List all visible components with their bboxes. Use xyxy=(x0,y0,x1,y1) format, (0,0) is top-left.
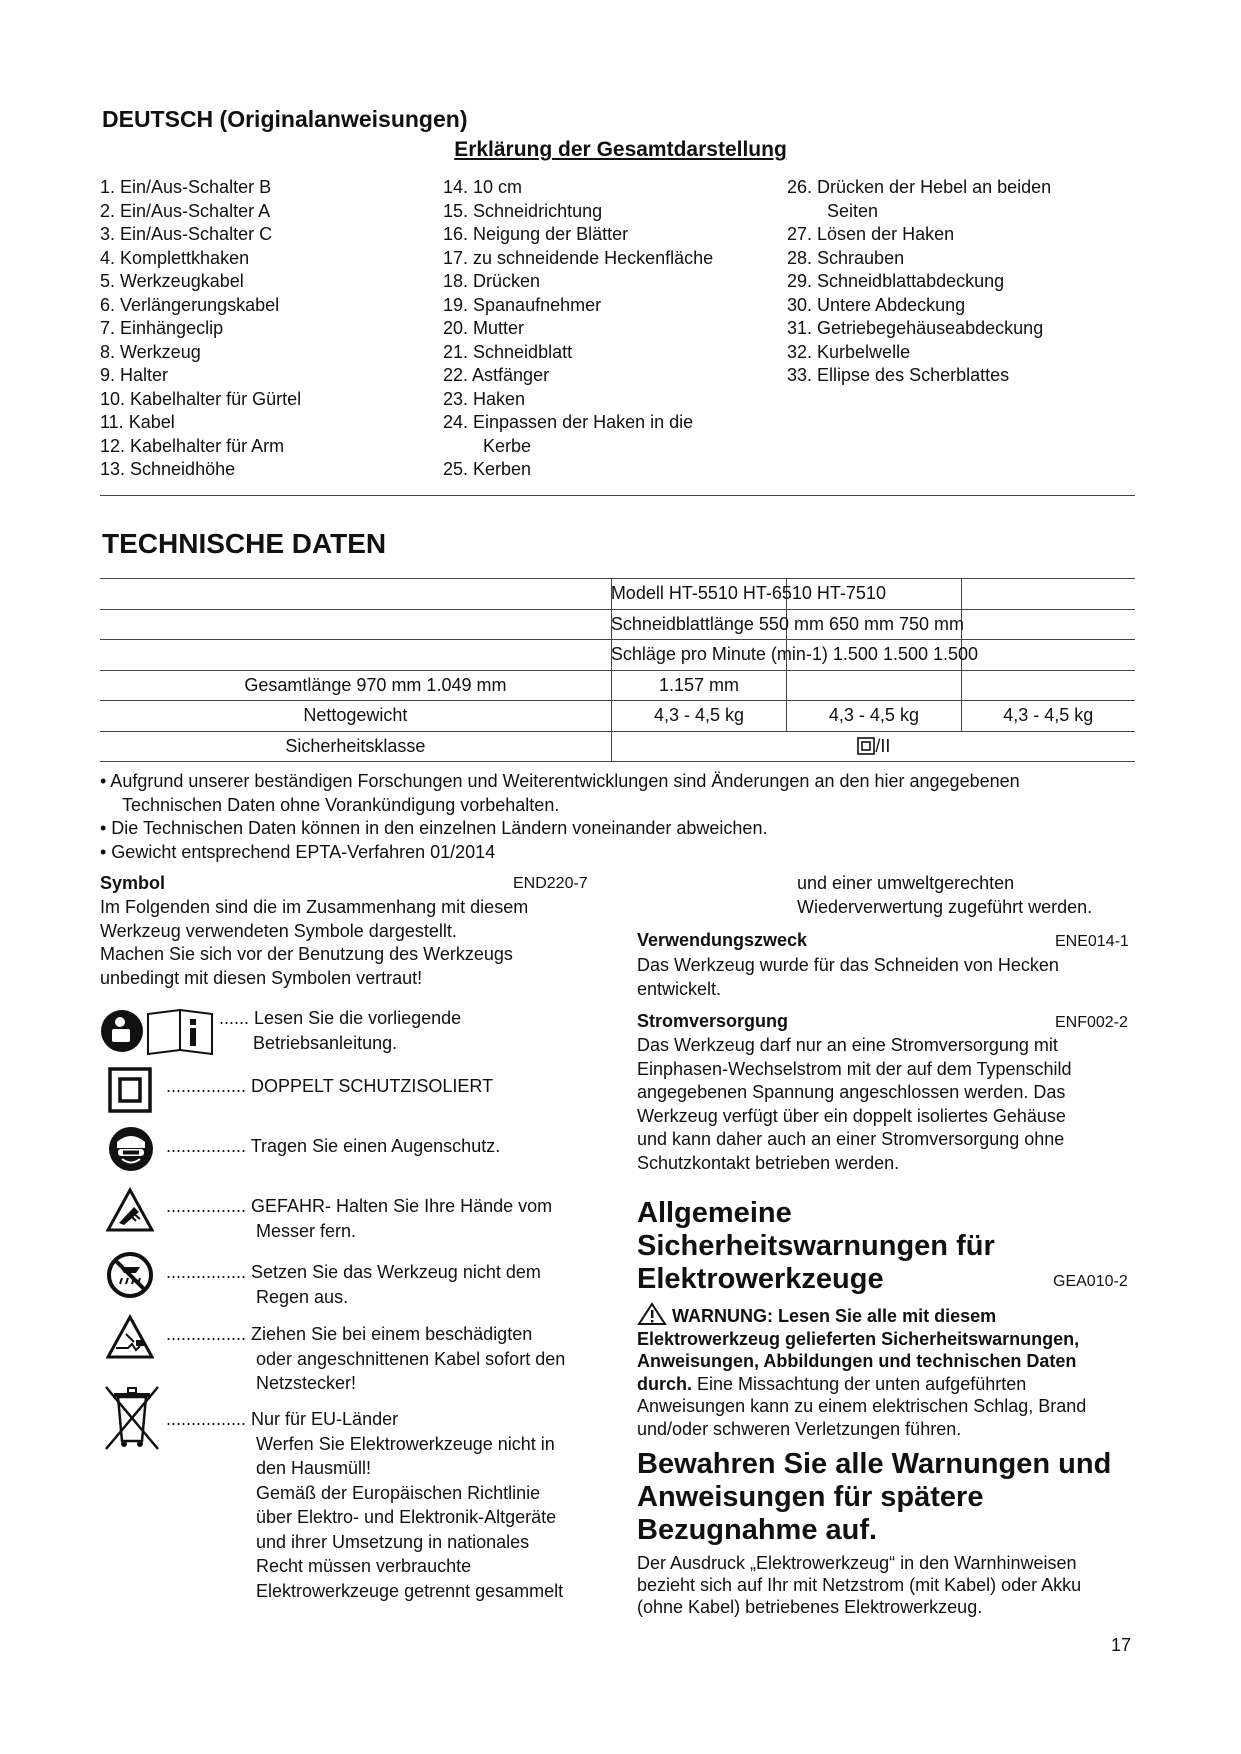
legend-column-2 xyxy=(443,176,713,482)
symbol-text: ...... Lesen Sie die vorliegende Betriebsanleitung. xyxy=(219,1008,462,1053)
table-row xyxy=(100,609,1135,640)
use-text: Das Werkzeug wurde für das Schneiden von Hecken entwickelt. xyxy=(637,955,1059,999)
read-manual-icon xyxy=(100,1006,218,1056)
unplug-damaged-cable-icon xyxy=(106,1314,154,1360)
symbol-text: ................ GEFAHR- Halten Sie Ihre Hände vom Messer fern. xyxy=(166,1196,553,1241)
note-line: • Gewicht entsprechend EPTA-Verfahren 01/2014 xyxy=(100,841,496,862)
legend-item: 2. Ein/Aus-Schalter A xyxy=(100,200,271,221)
legend-item: 3. Ein/Aus-Schalter C xyxy=(100,224,273,244)
general-warnings-heading: Allgemeine Sicherheitswarnungen für Elektrowerkzeuge xyxy=(637,1197,995,1295)
symbol-row xyxy=(100,1002,600,1058)
legend-item: 27. Lösen der Haken xyxy=(787,224,955,244)
legend-item: Kerbe xyxy=(483,435,532,456)
spec-cell xyxy=(961,731,1135,762)
section-divider xyxy=(100,495,1135,496)
legend-item: 7. Einhängeclip xyxy=(100,318,224,338)
spec-cell: Schneidblattlänge 550 mm 650 mm 750 mm xyxy=(100,609,611,640)
symbol-row xyxy=(100,1185,600,1245)
power-code: ENF002-2 xyxy=(1055,1014,1128,1031)
double-insulation-icon xyxy=(108,1067,152,1113)
legend-item: 6. Verlängerungskabel xyxy=(100,294,280,315)
page-number: 17 xyxy=(1110,1635,1131,1655)
legend-item: 31. Getriebegehäuseabdeckung xyxy=(787,318,1044,338)
symbol-text: ................ Nur für EU-Länder Werfen Sie Elektrowerkzeuge nicht in den Hausmüll! Gemäß der Europäischen Richtlinie über Elektro- und Elektronik-Altgeräte und ihrer Umsetzung in nationales Recht müssen verbrauchte Elektrowerkzeuge getrennt gesammelt xyxy=(166,1409,564,1601)
legend-item: 17. zu schneidende Heckenfläche xyxy=(443,247,714,268)
spec-cell: Sicherheitsklasse xyxy=(100,731,611,762)
spec-cell xyxy=(611,731,786,762)
symbol-text: ................ DOPPELT SCHUTZISOLIERT xyxy=(166,1076,494,1096)
table-row xyxy=(100,731,1135,762)
legend-item: 1. Ein/Aus-Schalter B xyxy=(100,177,272,197)
general-code: GEA010-2 xyxy=(1053,1273,1128,1290)
spec-cell xyxy=(961,670,1135,701)
legend-item: 28. Schrauben xyxy=(787,247,905,268)
legend-item: 23. Haken xyxy=(443,388,526,409)
symbol-text: ................ Ziehen Sie bei einem beschädigten oder angeschnittenen Kabel sofort den Netzstecker! xyxy=(166,1324,566,1393)
power-heading: Stromversorgung xyxy=(637,1011,789,1031)
legend-item: 18. Drücken xyxy=(443,271,541,291)
use-code: ENE014-1 xyxy=(1055,933,1129,950)
tech-data-title: TECHNISCHE DATEN xyxy=(102,528,387,559)
legend-item: 32. Kurbelwelle xyxy=(787,341,911,362)
warning-triangle-icon xyxy=(637,1302,667,1326)
spec-cell: Nettogewicht xyxy=(100,701,611,732)
symbol-row xyxy=(100,1312,600,1394)
legend-item: 19. Spanaufnehmer xyxy=(443,294,602,315)
legend-item: 9. Halter xyxy=(100,365,169,385)
legend-item: 10. Kabelhalter für Gürtel xyxy=(100,388,302,409)
legend-item: 14. 10 cm xyxy=(443,177,523,197)
legend-item: 30. Untere Abdeckung xyxy=(787,294,966,315)
no-rain-icon xyxy=(106,1251,154,1299)
table-row xyxy=(100,701,1135,732)
keep-warnings-heading: Bewahren Sie alle Warnungen und Anweisungen für spätere Bezugnahme auf. xyxy=(637,1448,1112,1546)
symbol-row xyxy=(100,1065,600,1117)
legend-item: 5. Werkzeugkabel xyxy=(100,271,244,291)
keep-text: Der Ausdruck „Elektrowerkzeug“ in den Warnhinweisen bezieht sich auf Ihr mit Netzstrom (mit Kabel) oder Akku (ohne Kabel) betriebenes Elektrowerkzeug. xyxy=(637,1553,1082,1617)
symbol-heading: Symbol xyxy=(100,873,166,893)
legend-column-1 xyxy=(100,176,301,482)
legend-item: 20. Mutter xyxy=(443,318,525,338)
legend-item: Seiten xyxy=(827,200,879,221)
legend-item: 24. Einpassen der Haken in die xyxy=(443,412,694,432)
legend-item: 13. Schneidhöhe xyxy=(100,459,236,479)
symbol-text: ................ Setzen Sie das Werkzeug nicht dem Regen aus. xyxy=(166,1262,541,1307)
table-row xyxy=(100,670,1135,701)
symbol-row xyxy=(100,1249,600,1309)
tech-notes xyxy=(100,770,1020,864)
note-line: Technischen Daten ohne Vorankündigung vorbehalten. xyxy=(122,794,560,815)
legend-item: 26. Drücken der Hebel an beiden xyxy=(787,177,1052,197)
double-insulation-small-icon xyxy=(857,737,875,755)
spec-cell: Modell HT-5510 HT-6510 HT-7510 xyxy=(100,579,611,610)
spec-cell: 4,3 - 4,5 kg xyxy=(961,701,1135,732)
weee-bin-icon xyxy=(102,1385,162,1451)
symbol-text: ................ Tragen Sie einen Augenschutz. xyxy=(166,1136,501,1156)
legend-item: 33. Ellipse des Scherblattes xyxy=(787,365,1010,385)
weee-continuation: und einer umweltgerechten Wiederverwertung zugeführt werden. xyxy=(797,873,1093,917)
symbol-row xyxy=(100,1385,600,1615)
spec-table xyxy=(100,578,1135,762)
legend-item: 25. Kerben xyxy=(443,459,532,479)
table-row xyxy=(100,640,1135,671)
legend-item: 15. Schneidrichtung xyxy=(443,200,603,221)
spec-cell xyxy=(787,670,961,701)
legend-item: 21. Schneidblatt xyxy=(443,341,573,362)
legend-item: 16. Neigung der Blätter xyxy=(443,224,629,244)
spec-cell: Gesamtlänge 970 mm 1.049 mm xyxy=(100,670,611,701)
legend-item: 4. Komplettkhaken xyxy=(100,247,250,268)
hand-blade-danger-icon xyxy=(106,1187,154,1233)
spec-cell: Schläge pro Minute (min-1) 1.500 1.500 1.500 xyxy=(100,640,611,671)
legend-item: 8. Werkzeug xyxy=(100,341,201,362)
power-text: Das Werkzeug darf nur an eine Stromversorgung mit Einphasen-Wechselstrom mit der auf dem Typenschild angegebenen Spannung angeschlossen werden. Das Werkzeug verfügt über ein doppelt isoliertes Gehäuse und kann daher auch an einer Stromversorgung ohne Schutzkontakt betrieben werden. xyxy=(637,1035,1072,1173)
note-line: • Die Technischen Daten können in den einzelnen Ländern voneinander abweichen. xyxy=(100,818,768,838)
spec-cell: 1.157 mm xyxy=(611,670,786,701)
table-row xyxy=(100,579,1135,610)
symbol-row xyxy=(100,1124,600,1176)
spec-cell-class: /II xyxy=(787,731,961,762)
language-title: DEUTSCH (Originalanweisungen) xyxy=(102,106,468,132)
symbol-intro: Im Folgenden sind die im Zusammenhang mit diesem Werkzeug verwendeten Symbole dargestellt. Machen Sie sich vor der Benutzung des Werkzeugs unbedingt mit diesen Symbolen vertraut! xyxy=(100,897,529,988)
legend-item: 29. Schneidblattabdeckung xyxy=(787,271,1005,291)
symbol-code: END220-7 xyxy=(513,875,588,892)
use-heading: Verwendungszweck xyxy=(637,930,808,950)
spec-cell: 4,3 - 4,5 kg xyxy=(787,701,961,732)
legend-item: 22. Astfänger xyxy=(443,365,550,385)
note-line: • Aufgrund unserer beständigen Forschungen und Weiterentwicklungen sind Änderungen an den hier angegebenen xyxy=(100,771,1020,791)
legend-item: 11. Kabel xyxy=(100,412,175,432)
legend-title: Erklärung der Gesamtdarstellung xyxy=(454,138,787,161)
legend-item: 12. Kabelhalter für Arm xyxy=(100,435,285,456)
spec-cell: 4,3 - 4,5 kg xyxy=(611,701,786,732)
legend-column-3 xyxy=(787,176,1051,388)
eye-protection-icon xyxy=(108,1126,154,1172)
warning-block: WARNUNG: Lesen Sie alle mit diesem Elektrowerkzeug gelieferten Sicherheitswarnungen, Anweisungen, Abbildungen und technischen Daten durch. Eine Missachtung der unten aufgeführten Anweisungen kann zu einem elektrischen Schlag, Brand und/oder schweren Verletzungen führen. xyxy=(637,1302,1137,1440)
